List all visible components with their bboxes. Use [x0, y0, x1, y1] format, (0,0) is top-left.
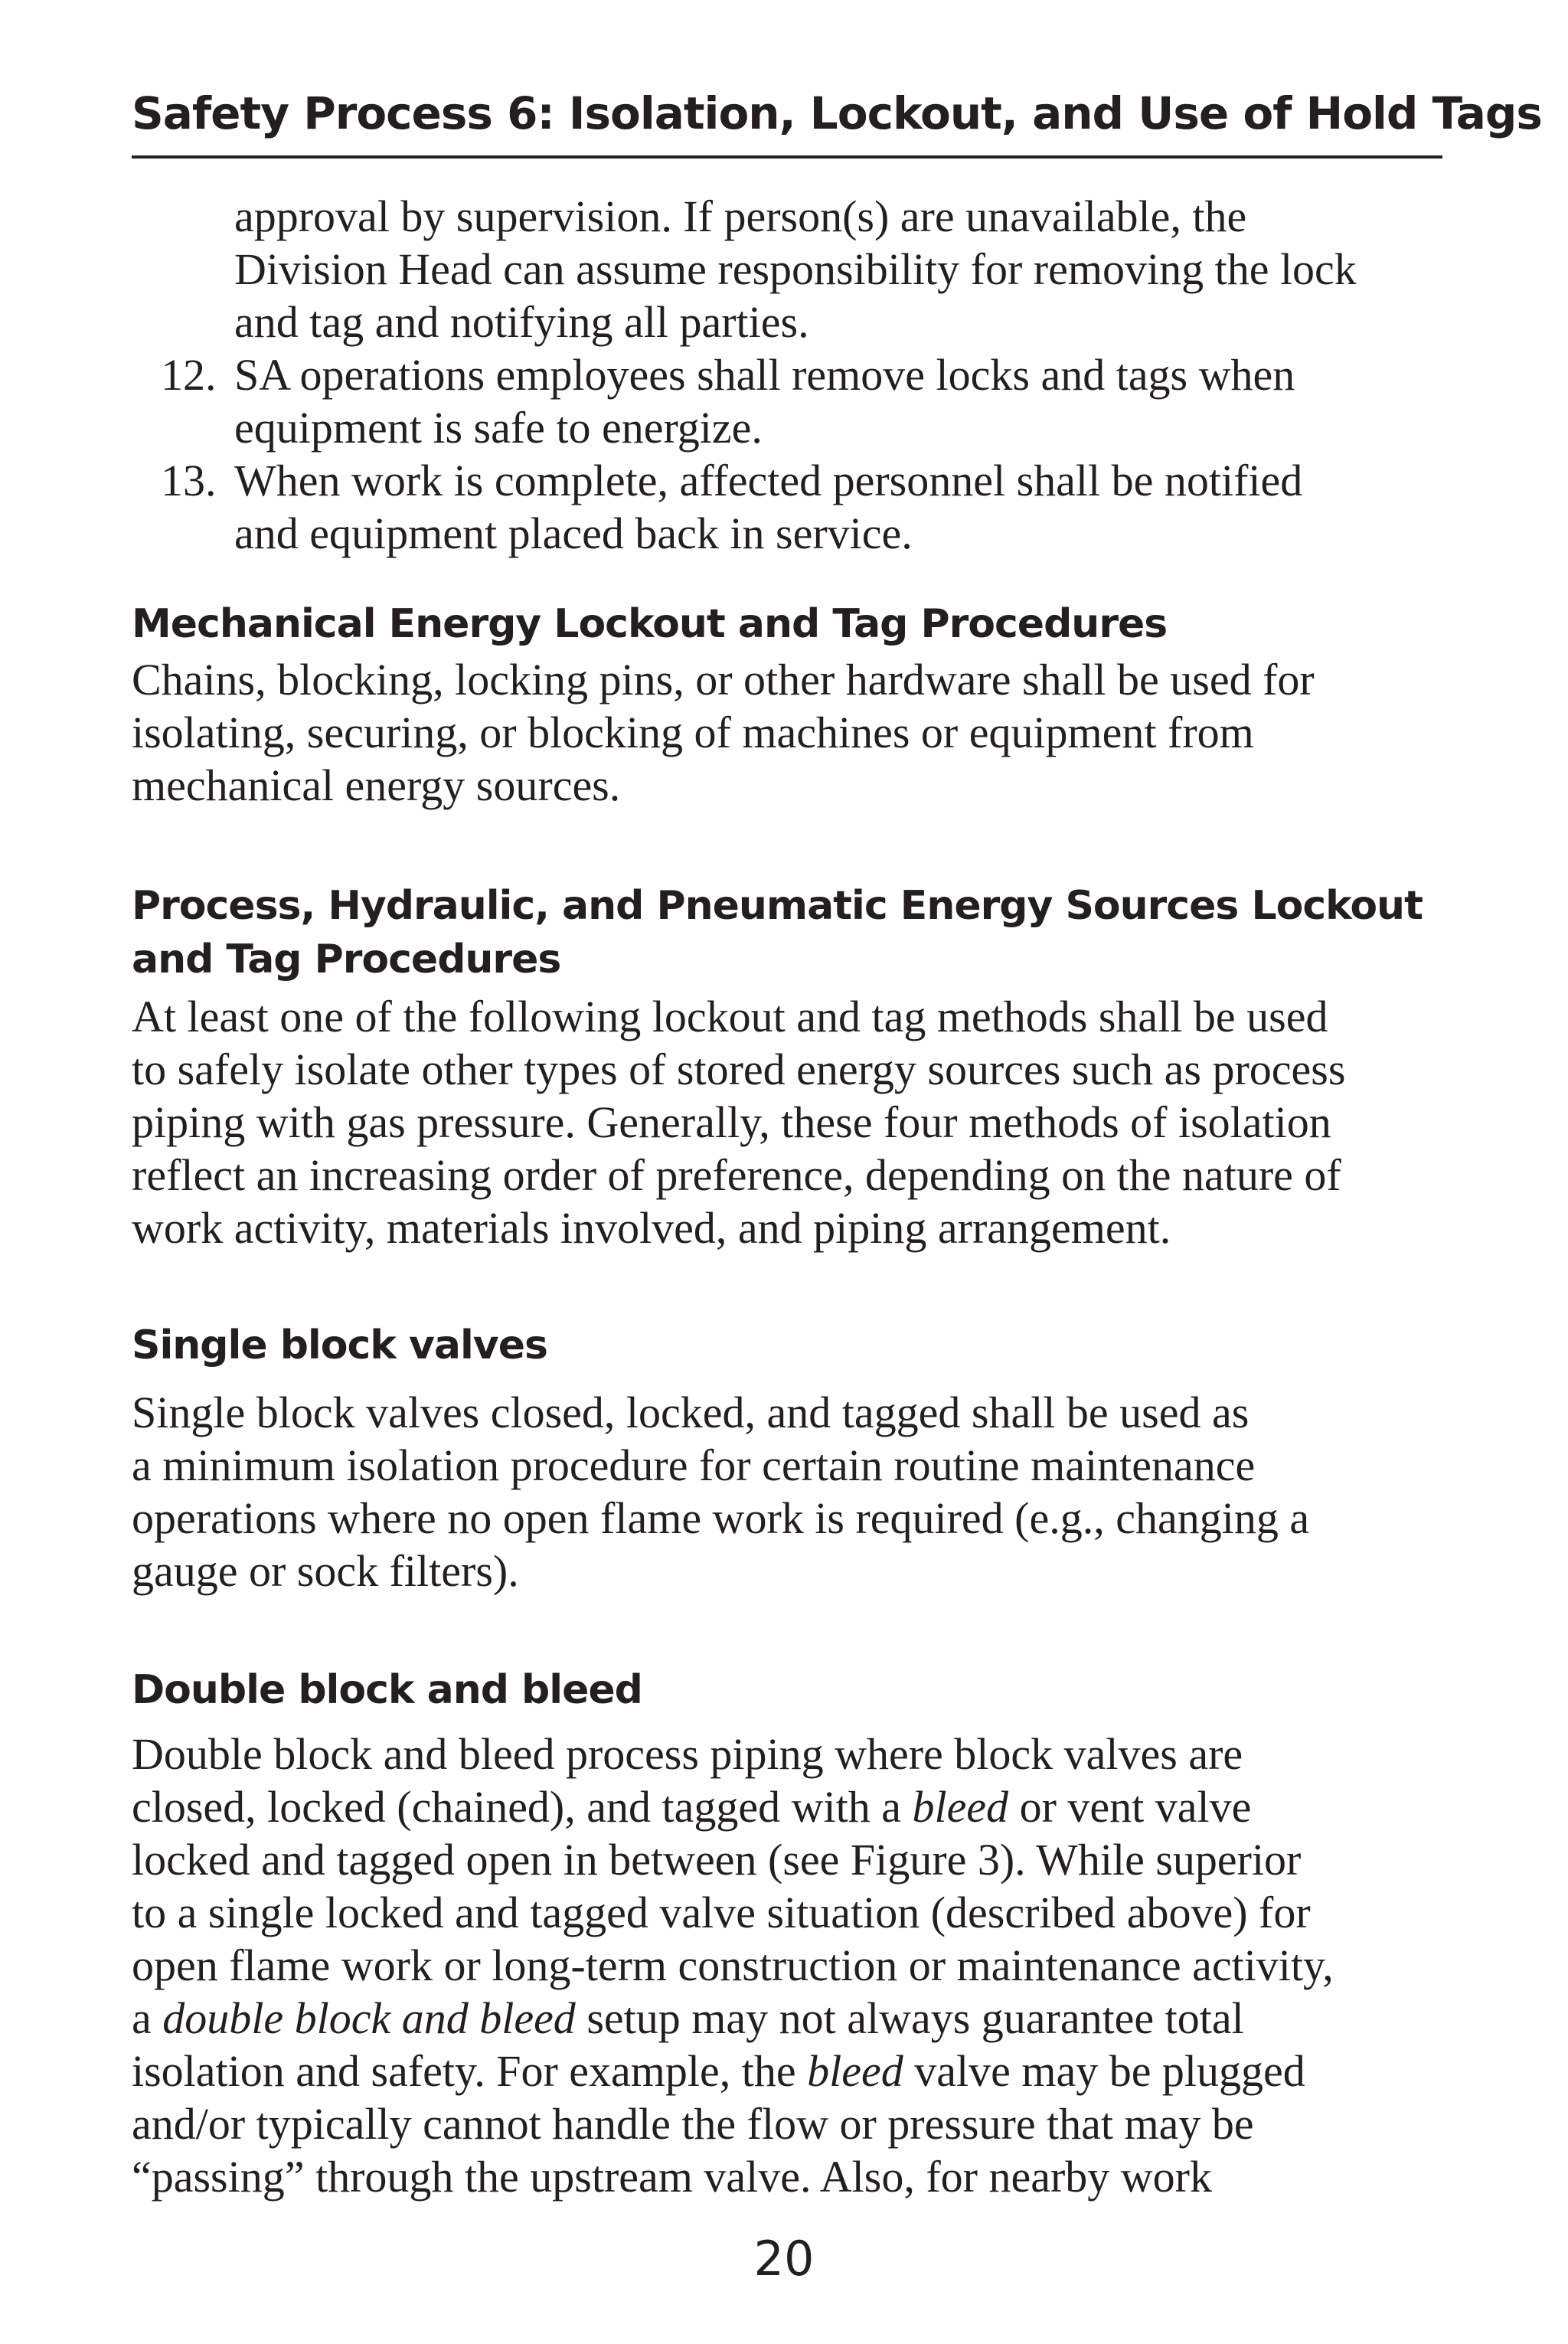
text-line: to a single locked and tagged valve situation (described above) for — [132, 1888, 1311, 1937]
text-line: and equipment placed back in service. — [234, 508, 913, 558]
text-line: reflect an increasing order of preference, depending on the nature of — [132, 1150, 1341, 1200]
text-line: isolating, securing, or blocking of machines or equipment from — [132, 708, 1254, 757]
text-line: SA operations employees shall remove locks and tags when — [234, 350, 1295, 400]
text-line: Chains, blocking, locking pins, or other hardware shall be used for — [132, 655, 1315, 705]
text-line: At least one of the following lockout and tag methods shall be used — [132, 992, 1328, 1041]
italic-term: bleed — [807, 2046, 903, 2096]
section-heading-mechanical: Mechanical Energy Lockout and Tag Procedures — [132, 601, 1168, 647]
paragraph-double-block — [132, 1728, 1472, 2203]
paragraph-process — [132, 990, 1472, 1254]
text-fragment: valve may be plugged — [903, 2046, 1305, 2096]
text-line: to safely isolate other types of stored energy sources such as process — [132, 1045, 1346, 1094]
page-header-title: Safety Process 6: Isolation, Lockout, and Use of Hold Tags — [132, 87, 1542, 139]
list-item-12 — [132, 348, 1494, 454]
italic-term: bleed — [912, 1782, 1009, 1832]
text-line: and tag and notifying all parties. — [234, 297, 809, 347]
text-line: Single block valves closed, locked, and tagged shall be used as — [132, 1388, 1250, 1437]
header-rule — [132, 155, 1442, 159]
section-heading-process — [132, 879, 1479, 986]
text-line: locked and tagged open in between (see Figure 3). While superior — [132, 1835, 1302, 1885]
text-line: Double block and bleed process piping where block valves are — [132, 1729, 1243, 1779]
paragraph-single-block — [132, 1386, 1472, 1597]
text-fragment: setup may not always guarantee total — [575, 1993, 1244, 2043]
list-item-continuation — [234, 190, 1490, 348]
text-line: mechanical energy sources. — [132, 760, 621, 810]
section-heading-double-block: Double block and bleed — [132, 1667, 642, 1713]
page-number: 20 — [753, 2231, 815, 2287]
list-item-number: 13. — [161, 456, 217, 505]
text-line: gauge or sock filters). — [132, 1546, 519, 1596]
text-line: piping with gas pressure. Generally, these four methods of isolation — [132, 1097, 1331, 1147]
list-item-number: 12. — [161, 350, 217, 400]
text-line — [132, 1780, 1472, 1833]
text-line — [132, 1992, 1472, 2045]
text-fragment: isolation and safety. For example, the — [132, 2046, 808, 2096]
text-line: approval by supervision. If person(s) are unavailable, the — [234, 191, 1247, 241]
text-line — [132, 2045, 1472, 2097]
text-line: a minimum isolation procedure for certain routine maintenance — [132, 1440, 1256, 1490]
paragraph-mechanical — [132, 653, 1472, 812]
list-item-13 — [132, 454, 1494, 560]
text-line: When work is complete, affected personnel shall be notified — [234, 456, 1303, 505]
text-line: work activity, materials involved, and piping arrangement. — [132, 1203, 1171, 1253]
text-line: open flame work or long-term construction or maintenance activity, — [132, 1940, 1334, 1990]
text-line: Division Head can assume responsibility for removing the lock — [234, 244, 1357, 294]
heading-line: and Tag Procedures — [132, 937, 561, 982]
text-line: and/or typically cannot handle the flow or pressure that may be — [132, 2099, 1254, 2149]
section-heading-single-block: Single block valves — [132, 1322, 547, 1368]
text-line: operations where no open flame work is required (e.g., changing a — [132, 1493, 1310, 1543]
text-line: “passing” through the upstream valve. Also, for nearby work — [132, 2152, 1212, 2202]
heading-line: Process, Hydraulic, and Pneumatic Energy Sources Lockout — [132, 883, 1423, 929]
text-fragment: closed, locked (chained), and tagged with a — [132, 1782, 913, 1832]
italic-term: double block and bleed — [162, 1993, 576, 2043]
text-fragment: or vent valve — [1008, 1782, 1252, 1832]
text-fragment: a — [132, 1993, 163, 2043]
text-line: equipment is safe to energize. — [234, 403, 763, 453]
